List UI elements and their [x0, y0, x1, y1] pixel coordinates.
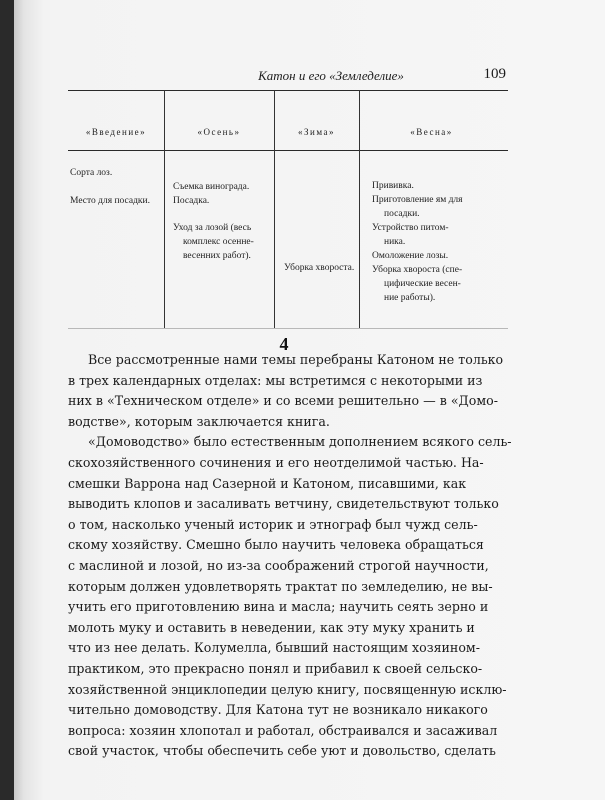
table-cell-line: Съемка винограда.	[173, 182, 250, 192]
running-title: Катон и его «Земледелие»	[258, 68, 404, 83]
table-cell-line: Место для посадки.	[70, 196, 150, 206]
text-line: в трех календарных отделах: мы встретимся с некоторыми из	[68, 372, 483, 388]
text-line: них в «Техническом отделе» и со всеми решительно — в «Домо-	[68, 393, 498, 409]
text-line: выводить клопов и засаливать ветчину, свидетельствуют только	[68, 496, 499, 512]
table-cell-line: Сорта лоз.	[70, 168, 113, 178]
text-line: хозяйственной энциклопедии целую книгу, посвященную исклю-	[68, 681, 507, 697]
table-cell-vvedenie	[70, 166, 150, 208]
table-cell-line: комплекс осенне-	[183, 237, 254, 247]
text-line: скому хозяйству. Смешно было научить человека обращаться	[68, 537, 484, 553]
section-number: 4	[279, 334, 289, 354]
table-cell-osen	[173, 180, 254, 263]
text-line: что из нее делать. Колумелла, бывший настоящим хозяином-	[68, 640, 480, 656]
body-text	[68, 350, 512, 762]
table-cell-line: Уборка хвороста (спе-	[372, 265, 463, 275]
text-line: учить его приготовлению вина и масла; научить сеять зерно и	[68, 599, 489, 615]
text-line: вопроса: хозяин хлопотал и работал, обстраивался и засаживал	[68, 722, 498, 738]
text-line: которым должен удовлетворять трактат по земледелию, не вы-	[68, 578, 493, 594]
table-header-rule	[68, 150, 508, 151]
text-line: «Домоводство» было естественным дополнением всякого сель-	[88, 434, 512, 450]
table-cell-line: Уход за лозой (весь	[173, 223, 252, 233]
text-line: с маслиной и лозой, но из-за соображений строгой научности,	[68, 557, 489, 573]
column-divider	[359, 90, 360, 328]
table-cell-line: Уборка хвороста.	[284, 263, 355, 273]
column-header-vvedenie: «Введение»	[85, 127, 147, 137]
table-cell-line: посадки.	[384, 209, 420, 219]
table-cell-line: Приготовление ям для	[372, 195, 463, 205]
text-line: смешки Варрона над Сазерной и Катоном, писавшими, как	[68, 475, 467, 491]
table-top-rule	[68, 90, 508, 91]
column-header-osen: «Осень»	[197, 127, 241, 137]
table-bottom-rule	[68, 328, 508, 329]
text-line: водстве», которым заключается книга.	[68, 413, 330, 429]
text-line: Все рассмотренные нами темы перебраны Катоном не только	[88, 352, 504, 367]
text-line: практиком, это прекрасно понял и прибавил к своей сельско-	[68, 660, 483, 676]
text-line: свой участок, чтобы обеспечить себе уют и довольство, сделать	[68, 743, 496, 759]
text-line: молоть муку и оставить в неведении, как эту муку хранить и	[68, 619, 475, 635]
column-header-vesna: «Весна»	[410, 127, 453, 137]
table-cell-line: ние работы).	[384, 293, 436, 303]
table-cell-line: ника.	[384, 237, 406, 247]
column-divider	[164, 90, 165, 328]
table-cell-zima	[284, 261, 354, 275]
column-header-zima: «Зима»	[298, 127, 335, 137]
table-cell-line: цифические весен-	[384, 279, 461, 289]
table-cell-line: Устройство питом-	[372, 223, 449, 233]
table-cell-line: весенних работ).	[183, 251, 251, 261]
table-cell-line: Посадка.	[173, 196, 210, 206]
table-cell-vesna	[372, 179, 463, 305]
column-divider	[274, 90, 275, 328]
table-cell-line: Омоложение лозы.	[372, 251, 449, 261]
text-line: чительно домоводству. Для Катона тут не возникало никакого	[68, 702, 488, 718]
table-cell-line: Прививка.	[372, 181, 414, 191]
book-page	[14, 0, 605, 800]
text-line: о том, насколько ученый историк и этнограф был чужд сель-	[68, 516, 478, 532]
text-line: скохозяйственного сочинения и его неотделимой частью. На-	[68, 454, 484, 470]
page-number: 109	[483, 66, 506, 82]
